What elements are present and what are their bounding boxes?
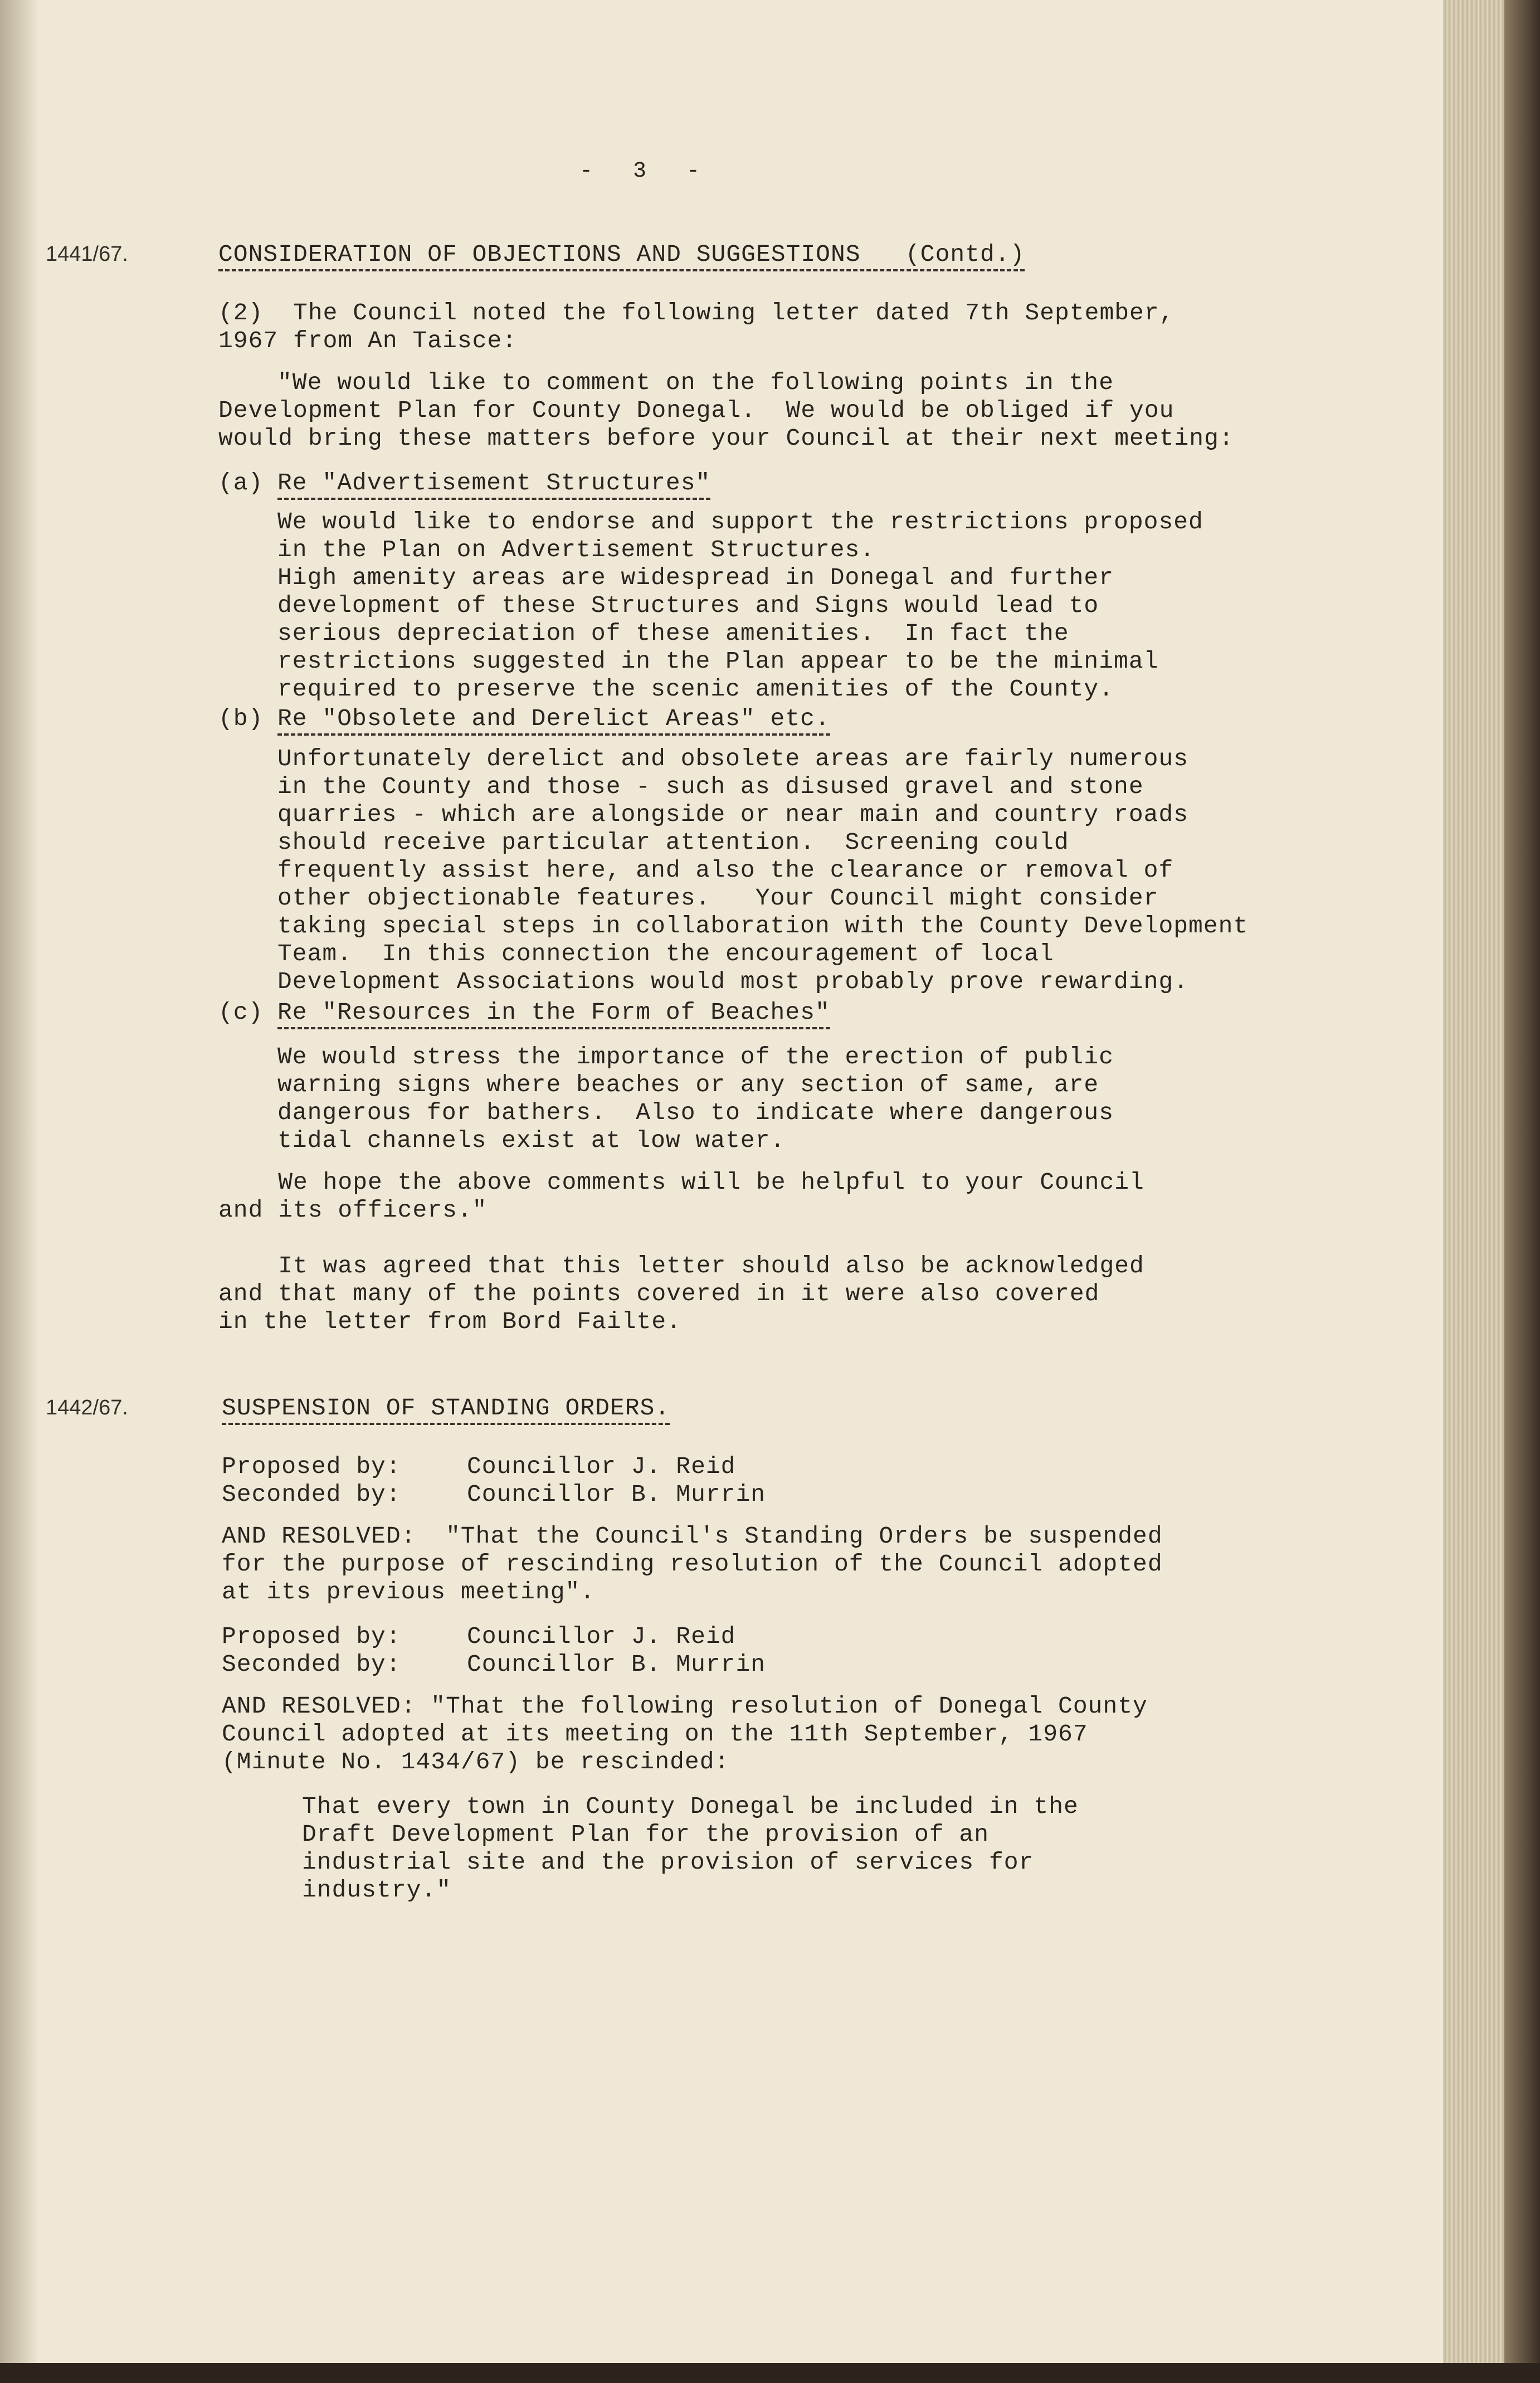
scan-background [0,2363,1540,2383]
item-b-heading: Re "Obsolete and Derelict Areas" etc. [277,705,830,736]
item-b-marker: (b) [218,705,264,732]
item-c-line: dangerous for bathers. Also to indicate where dangerous [277,1099,1114,1126]
page-number: - 3 - [579,159,700,184]
item-b-line: in the County and those - such as disused gravel and stone [277,773,1144,800]
item-a-line: High amenity areas are widespread in Donegal and further [277,564,1114,591]
proposed-value: Councillor J. Reid [467,1623,736,1650]
item-b-line: Unfortunately derelict and obsolete areas are fairly numerous [277,745,1189,772]
item-a-line: restrictions suggested in the Plan appear to be the minimal [277,648,1159,675]
seconded-label: Seconded by: [222,1481,401,1508]
item-b-line: Team. In this connection the encouragement of local [277,940,1054,967]
agreed-line: and that many of the points covered in it were also covered [218,1280,1100,1307]
item-b-line: taking special steps in collaboration with the County Development [277,912,1249,940]
quote-line: Development Plan for County Donegal. We would be obliged if you [218,397,1175,424]
closing-line: and its officers." [218,1197,488,1224]
resolved-line: AND RESOLVED: "That the Council's Standing Orders be suspended [222,1523,1163,1550]
quoted-resolution-line: industry." [302,1876,452,1904]
item-b-line: frequently assist here, and also the clearance or removal of [277,857,1174,884]
proposed-label: Proposed by: [222,1453,401,1480]
seconded-value: Councillor B. Murrin [467,1651,766,1678]
item-b-line: other objectionable features. Your Council might consider [277,884,1159,912]
section-heading-standing-orders: SUSPENSION OF STANDING ORDERS. [222,1394,670,1425]
intro-line-2: 1967 from An Taisce: [218,327,518,354]
intro-line-1: (2) The Council noted the following letter dated 7th September, [218,299,1175,327]
item-b-line: Development Associations would most probably prove rewarding. [277,968,1189,995]
closing-line: We hope the above comments will be helpful to your Council [218,1169,1144,1196]
minute-number-1441: 1441/67. [46,242,128,266]
resolved-line: for the purpose of rescinding resolution of the Council adopted [222,1550,1163,1578]
book-cover-edge [1504,0,1540,2383]
item-a-heading: Re "Advertisement Structures" [277,469,710,500]
item-c-line: warning signs where beaches or any section of same, are [277,1071,1099,1098]
resolved-line: Council adopted at its meeting on the 11th September, 1967 [222,1720,1088,1748]
item-a-line: serious depreciation of these amenities. In fact the [277,620,1069,647]
quoted-resolution-line: That every town in County Donegal be included in the [302,1793,1079,1820]
item-c-heading: Re "Resources in the Form of Beaches" [277,999,830,1029]
quoted-resolution-line: industrial site and the provision of services for [302,1849,1034,1876]
seconded-label: Seconded by: [222,1651,401,1678]
quote-line: would bring these matters before your Council at their next meeting: [218,425,1234,452]
book-binding-shadow [0,0,39,2363]
item-b-line: quarries - which are alongside or near main and country roads [277,801,1189,828]
item-a-line: development of these Structures and Signs would lead to [277,592,1099,619]
proposed-value: Councillor J. Reid [467,1453,736,1480]
resolved-line: at its previous meeting". [222,1578,596,1606]
section-heading-objections: CONSIDERATION OF OBJECTIONS AND SUGGESTIONS (Contd.) [218,241,1025,271]
minute-number-1442: 1442/67. [46,1396,128,1419]
item-c-line: We would stress the importance of the erection of public [277,1043,1114,1071]
item-a-marker: (a) [218,469,264,497]
item-a-line: in the Plan on Advertisement Structures. [277,536,875,563]
item-a-line: We would like to endorse and support the restrictions proposed [277,508,1203,536]
resolved-line: AND RESOLVED: "That the following resolution of Donegal County [222,1693,1148,1720]
agreed-line: in the letter from Bord Failte. [218,1308,681,1335]
quote-line: "We would like to comment on the following points in the [277,369,1114,396]
resolved-line: (Minute No. 1434/67) be rescinded: [222,1748,730,1776]
item-c-line: tidal channels exist at low water. [277,1127,786,1154]
quoted-resolution-line: Draft Development Plan for the provision of an [302,1821,989,1848]
item-c-marker: (c) [218,999,264,1026]
item-b-line: should receive particular attention. Screening could [277,829,1069,856]
seconded-value: Councillor B. Murrin [467,1481,766,1508]
proposed-label: Proposed by: [222,1623,401,1650]
agreed-line: It was agreed that this letter should also be acknowledged [218,1252,1144,1280]
item-a-line: required to preserve the scenic amenities of the County. [277,675,1114,703]
